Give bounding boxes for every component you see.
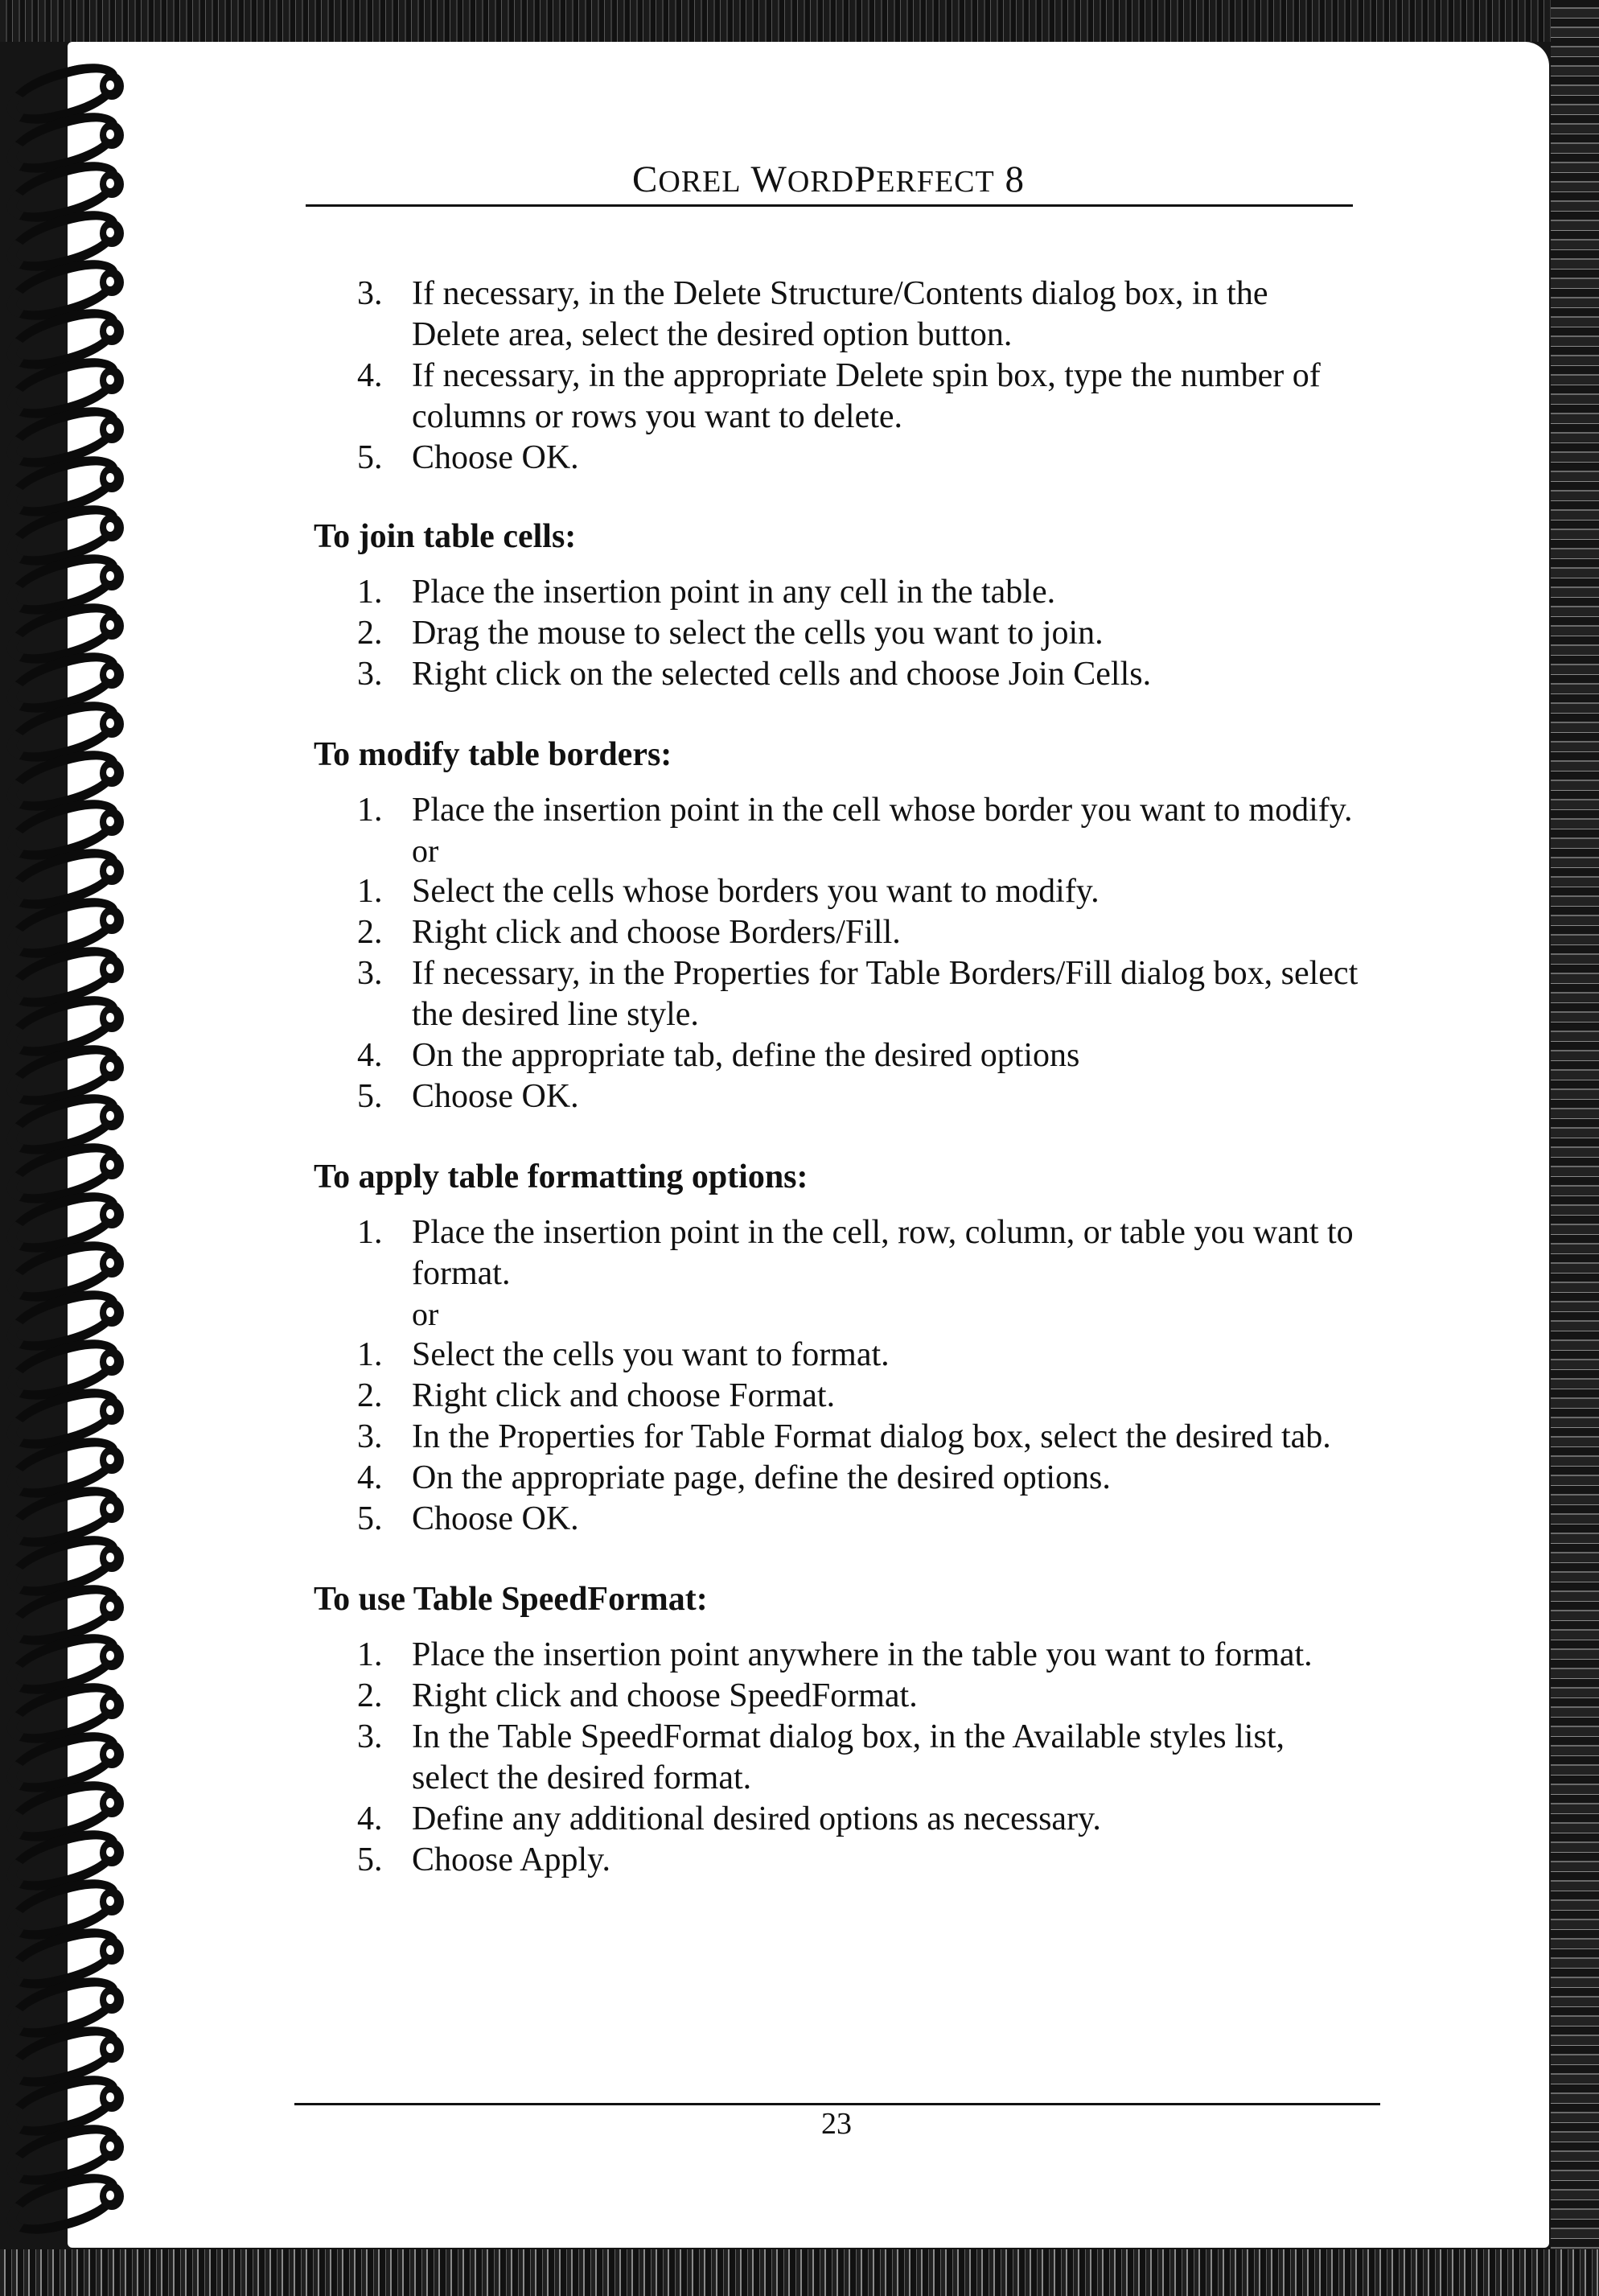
step-item: [314, 1799, 1359, 1840]
step-number: 4.: [357, 1037, 383, 1074]
step-text: Choose Apply.: [412, 1841, 610, 1878]
header-edition: 8: [994, 158, 1025, 200]
modify-borders-steps: [314, 790, 1359, 831]
spiral-ring: [5, 1978, 134, 2023]
spiral-ring: [5, 1782, 134, 1827]
step-number: 3.: [357, 1418, 383, 1455]
step-number: 5.: [357, 1500, 383, 1537]
step-number: 1.: [357, 873, 383, 910]
header-smallcaps: ORD: [787, 165, 855, 199]
step-number: 1.: [357, 1336, 383, 1373]
spiral-ring: [5, 850, 134, 895]
step-text: Right click and choose SpeedFormat.: [412, 1677, 918, 1714]
step-item: [314, 912, 1359, 953]
page-number: 23: [821, 2107, 852, 2141]
header-letter: C: [632, 158, 659, 200]
step-number: 1.: [357, 574, 383, 611]
step-item: [314, 572, 1359, 613]
step-number: 3.: [357, 275, 383, 312]
step-item: [314, 1376, 1359, 1417]
header-smallcaps: ERFECT: [876, 165, 995, 199]
header-rule: [306, 204, 1353, 207]
step-item: [314, 613, 1359, 654]
spiral-ring: [5, 1537, 134, 1582]
spiral-ring: [5, 702, 134, 747]
step-item: [314, 1335, 1359, 1376]
step-text: Choose OK.: [412, 1500, 579, 1537]
step-text: Select the cells whose borders you want to modify.: [412, 873, 1100, 910]
step-item: [314, 1076, 1359, 1117]
scan-border-bottom: [0, 2249, 1599, 2296]
page-content: [314, 274, 1359, 1881]
step-item: [314, 1417, 1359, 1458]
step-item: [314, 1717, 1359, 1799]
spiral-ring: [5, 1438, 134, 1483]
step-item: [314, 1635, 1359, 1676]
step-number: 4.: [357, 1800, 383, 1837]
step-number: 2.: [357, 1677, 383, 1714]
scan-border-top: [0, 0, 1599, 42]
section-heading-join-cells: To join table cells:: [314, 518, 577, 555]
step-number: 3.: [357, 656, 383, 693]
spiral-ring: [5, 261, 134, 306]
spiral-ring: [5, 1046, 134, 1091]
step-text: Drag the mouse to select the cells you want to join.: [412, 615, 1104, 652]
step-text: Choose OK.: [412, 1078, 579, 1115]
step-item: [314, 871, 1359, 912]
spiral-ring: [5, 1684, 134, 1729]
spiral-ring: [5, 1831, 134, 1876]
step-item: [314, 1212, 1359, 1294]
modify-borders-alt-steps: [314, 871, 1359, 1117]
or-separator: or: [412, 1296, 439, 1332]
step-text: Place the insertion point in any cell in the table.: [412, 574, 1056, 611]
step-item: [314, 1458, 1359, 1499]
spiral-ring: [5, 1733, 134, 1778]
spiral-ring: [5, 457, 134, 502]
step-item: [314, 1035, 1359, 1076]
spiral-ring: [5, 408, 134, 453]
spiral-ring: [5, 899, 134, 944]
section-heading-formatting-options: To apply table formatting options:: [314, 1158, 808, 1195]
step-text: If necessary, in the appropriate Delete spin box, type the number of columns or rows you want to delete.: [412, 357, 1321, 435]
spiral-ring: [5, 1291, 134, 1336]
join-cells-steps: [314, 572, 1359, 695]
step-number: 5.: [357, 1078, 383, 1115]
step-text: Right click on the selected cells and choose Join Cells.: [412, 656, 1152, 693]
spiral-ring: [5, 1095, 134, 1140]
spiral-ring: [5, 1242, 134, 1287]
spiral-binding: [0, 64, 145, 2236]
step-number: 1.: [357, 792, 383, 829]
step-item: [314, 438, 1359, 479]
header-letter: P: [854, 158, 877, 200]
spiral-ring: [5, 1487, 134, 1533]
spiral-ring: [5, 310, 134, 355]
step-text: Right click and choose Format.: [412, 1377, 836, 1414]
scan-border-right: [1551, 0, 1599, 2296]
speedformat-steps: [314, 1635, 1359, 1881]
step-item: [314, 1499, 1359, 1540]
step-text: Right click and choose Borders/Fill.: [412, 914, 901, 951]
spiral-ring: [5, 212, 134, 257]
step-number: 3.: [357, 955, 383, 992]
formatting-steps: [314, 1212, 1359, 1294]
header-smallcaps: OREL: [658, 165, 742, 199]
step-number: 1.: [357, 1636, 383, 1673]
step-text: Select the cells you want to format.: [412, 1336, 890, 1373]
step-item: [314, 356, 1359, 438]
spiral-ring: [5, 2027, 134, 2072]
intro-steps: [314, 274, 1359, 479]
spiral-ring: [5, 604, 134, 649]
step-number: 1.: [357, 1214, 383, 1251]
step-text: Choose OK.: [412, 439, 579, 476]
step-number: 3.: [357, 1718, 383, 1755]
step-text: Define any additional desired options as necessary.: [412, 1800, 1101, 1837]
spiral-ring: [5, 1586, 134, 1631]
step-text: In the Table SpeedFormat dialog box, in the Available styles list, select the desired format.: [412, 1718, 1285, 1796]
step-text: On the appropriate page, define the desired options.: [412, 1459, 1111, 1496]
step-text: If necessary, in the Properties for Table Borders/Fill dialog box, select the desired line style.: [412, 955, 1359, 1033]
step-text: Place the insertion point in the cell whose border you want to modify.: [412, 792, 1353, 829]
section-heading-modify-borders: To modify table borders:: [314, 736, 672, 773]
step-item: [314, 1840, 1359, 1881]
spiral-ring: [5, 359, 134, 404]
running-header: [306, 158, 1351, 201]
step-number: 2.: [357, 615, 383, 652]
header-letter: W: [750, 158, 787, 200]
step-text: If necessary, in the Delete Structure/Contents dialog box, in the Delete area, select the desired option button.: [412, 275, 1268, 353]
step-number: 5.: [357, 1841, 383, 1878]
spiral-ring: [5, 653, 134, 698]
step-number: 5.: [357, 439, 383, 476]
step-text: In the Properties for Table Format dialog box, select the desired tab.: [412, 1418, 1331, 1455]
footer-rule: [294, 2103, 1380, 2105]
spiral-ring: [5, 1193, 134, 1238]
spiral-ring: [5, 1880, 134, 1925]
step-item: [314, 274, 1359, 356]
spiral-ring: [5, 163, 134, 208]
spiral-ring: [5, 506, 134, 551]
step-text: Place the insertion point in the cell, row, column, or table you want to format.: [412, 1214, 1354, 1292]
spiral-ring: [5, 1144, 134, 1189]
step-number: 4.: [357, 1459, 383, 1496]
step-number: 4.: [357, 357, 383, 394]
step-item: [314, 1676, 1359, 1717]
spiral-ring: [5, 1929, 134, 1974]
step-text: On the appropriate tab, define the desired options: [412, 1037, 1080, 1074]
step-item: [314, 790, 1359, 831]
section-heading-speedformat: To use Table SpeedFormat:: [314, 1581, 708, 1618]
step-number: 2.: [357, 914, 383, 951]
spiral-ring: [5, 997, 134, 1042]
step-number: 2.: [357, 1377, 383, 1414]
step-item: [314, 953, 1359, 1035]
or-separator: or: [412, 833, 439, 869]
spiral-ring: [5, 113, 134, 158]
step-item: [314, 654, 1359, 695]
spiral-ring: [5, 948, 134, 993]
spiral-ring: [5, 1635, 134, 1680]
spiral-ring: [5, 800, 134, 846]
spiral-ring: [5, 555, 134, 600]
step-text: Place the insertion point anywhere in the table you want to format.: [412, 1636, 1313, 1673]
spiral-ring: [5, 1389, 134, 1434]
formatting-alt-steps: [314, 1335, 1359, 1540]
spiral-ring: [5, 2175, 134, 2220]
spiral-ring: [5, 1340, 134, 1385]
spiral-ring: [5, 751, 134, 796]
spiral-ring: [5, 64, 134, 109]
